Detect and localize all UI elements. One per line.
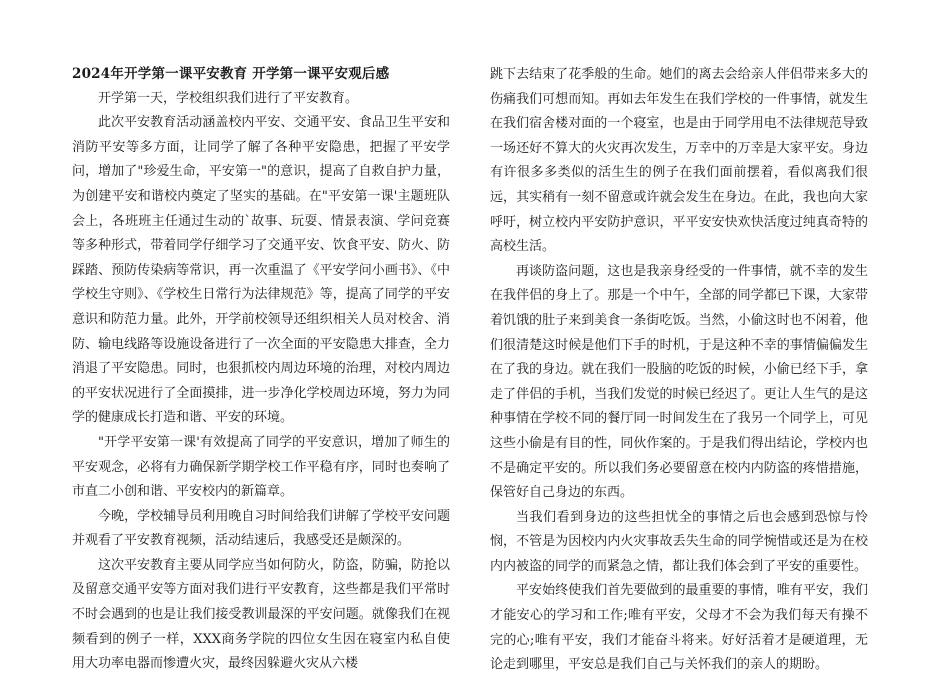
paragraph: 再谈防盗问题，这也是我亲身经受的一件事情，就不幸的发生在我伴侣的身上了。那是一个中午，全部的同学都已下课，大家带着饥饿的肚子来到美食一条街吃饭。当然，小偷这时也不闲着，他们很清楚这时候是他们下手的时机，于是这种不幸的事情偏偏发生在了我的身边。就在我们一股脑的吃饭的时候，小偷已经下手，拿走了伴侣的手机，当我们发觉的时候已经迟了。更让人生气的是这种事情在学校不同的餐厅同一时间发生在了我另一个同学上，可见这些小偷是有目的性，同伙作案的。于是我们得出结论，学校内也不是确定平安的。所以我们务必要留意在校内内防盗的疼惜措施，保管好自己身边的东西。 xyxy=(490,263,868,501)
paragraph: 这次平安教育主要从同学应当如何防火，防盗，防骗，防抢以及留意交通平安等方面对我们进行平安教育，这些都是我们平常时不时会遇到的也是让我们接受教训最深的平安问题。就像我们在视频看到的例子一样，XXX商务学院的四位女生因在寝室内私自使用大功率电器而惨遭火灾，最终因躲避火灾从六楼 xyxy=(72,557,450,672)
paragraph: 开学第一天，学校组织我们进行了平安教育。 xyxy=(98,90,359,106)
paragraph: 此次平安教育活动涵盖校内平安、交通平安、食品卫生平安和消防平安等多方面，让同学了解了各种平安隐患，把握了平安学问，增加了"珍爱生命，平安第一"的意识，提高了自救自护力量，为创建平安和谐校内奠定了坚实的基础。在"平安第一课'主题班队会上，各班班主任通过生动的`故事、玩耍、情景表演、学问竞赛等多种形式，带着同学仔细学习了交通平安、饮食平安、防火、防踩踏、预防传染病等常识，再一次重温了《平安学问小画书》、《中学校生守则》、《学校生日常行为法律规范》等，提高了同学的平安意识和防范力量。此外，开学前校领导还组织相关人员对校舍、消防、输电线路等设施设备进行了一次全面的平安隐患大排查，全力消退了平安隐患。同时，也狠抓校内周边环境的治理，对校内周边的平安状况进行了全面摸排，进一步净化学校周边环境，努力为同学的健康成长打造和谐、平安的环境。 xyxy=(72,115,450,426)
left-column xyxy=(72,62,450,677)
paragraph: 平安始终使我们首先要做到的最重要的事情，唯有平安，我们才能安心的学习和工作;唯有平安，父母才不会为我们每天有操不完的心;唯有平安，我们才能奋斗将来。好好活着才是硬道理，无论走到哪里，平安总是我们自己与关怀我们的亲人的期盼。 xyxy=(490,583,868,673)
paragraph: 当我们看到身边的这些担忧全的事情之后也会感到恐惊与怜悯，不管是为因校内内火灾事故丢失生命的同学惋惜或还是为在校内内被盗的同学的而紧急之情，都让我们体会到了平安的重要性。 xyxy=(490,509,868,574)
paragraph-continuation: 跳下去结束了花季般的生命。她们的离去会给亲人伴侣带来多大的伤痛我们可想而知。再如去年发生在我们学校的一件事情，就发生在我们宿舍楼对面的一个寝室，也是由于同学用电不法律规范导致一场还好不算大的火灾再次发生，万幸中的万幸是大家平安。身边有许很多多类似的活生生的例子在我们面前摆着，看似离我们很远，其实稍有一刻不留意或许就会发生在身边。在此，我也向大家呼吁，树立校内平安防护意识，平平安安快欢快活度过纯真奇特的高校生活。 xyxy=(490,67,868,255)
paragraph: 今晚，学校辅导员利用晚自习时间给我们讲解了学校平安问题并观看了平安教育视频，活动结速后，我感受还是颇深的。 xyxy=(72,508,450,549)
right-column xyxy=(490,63,868,678)
paragraph: "开学平安第一课'有效提高了同学的平安意识，增加了师生的平安观念，必将有力确保新学期学校工作平稳有序，同时也奏响了市直二小创和谐、平安校内的新篇章。 xyxy=(72,434,450,500)
document-title: 2024年开学第一课平安教育 开学第一课平安观后感 xyxy=(72,66,390,82)
